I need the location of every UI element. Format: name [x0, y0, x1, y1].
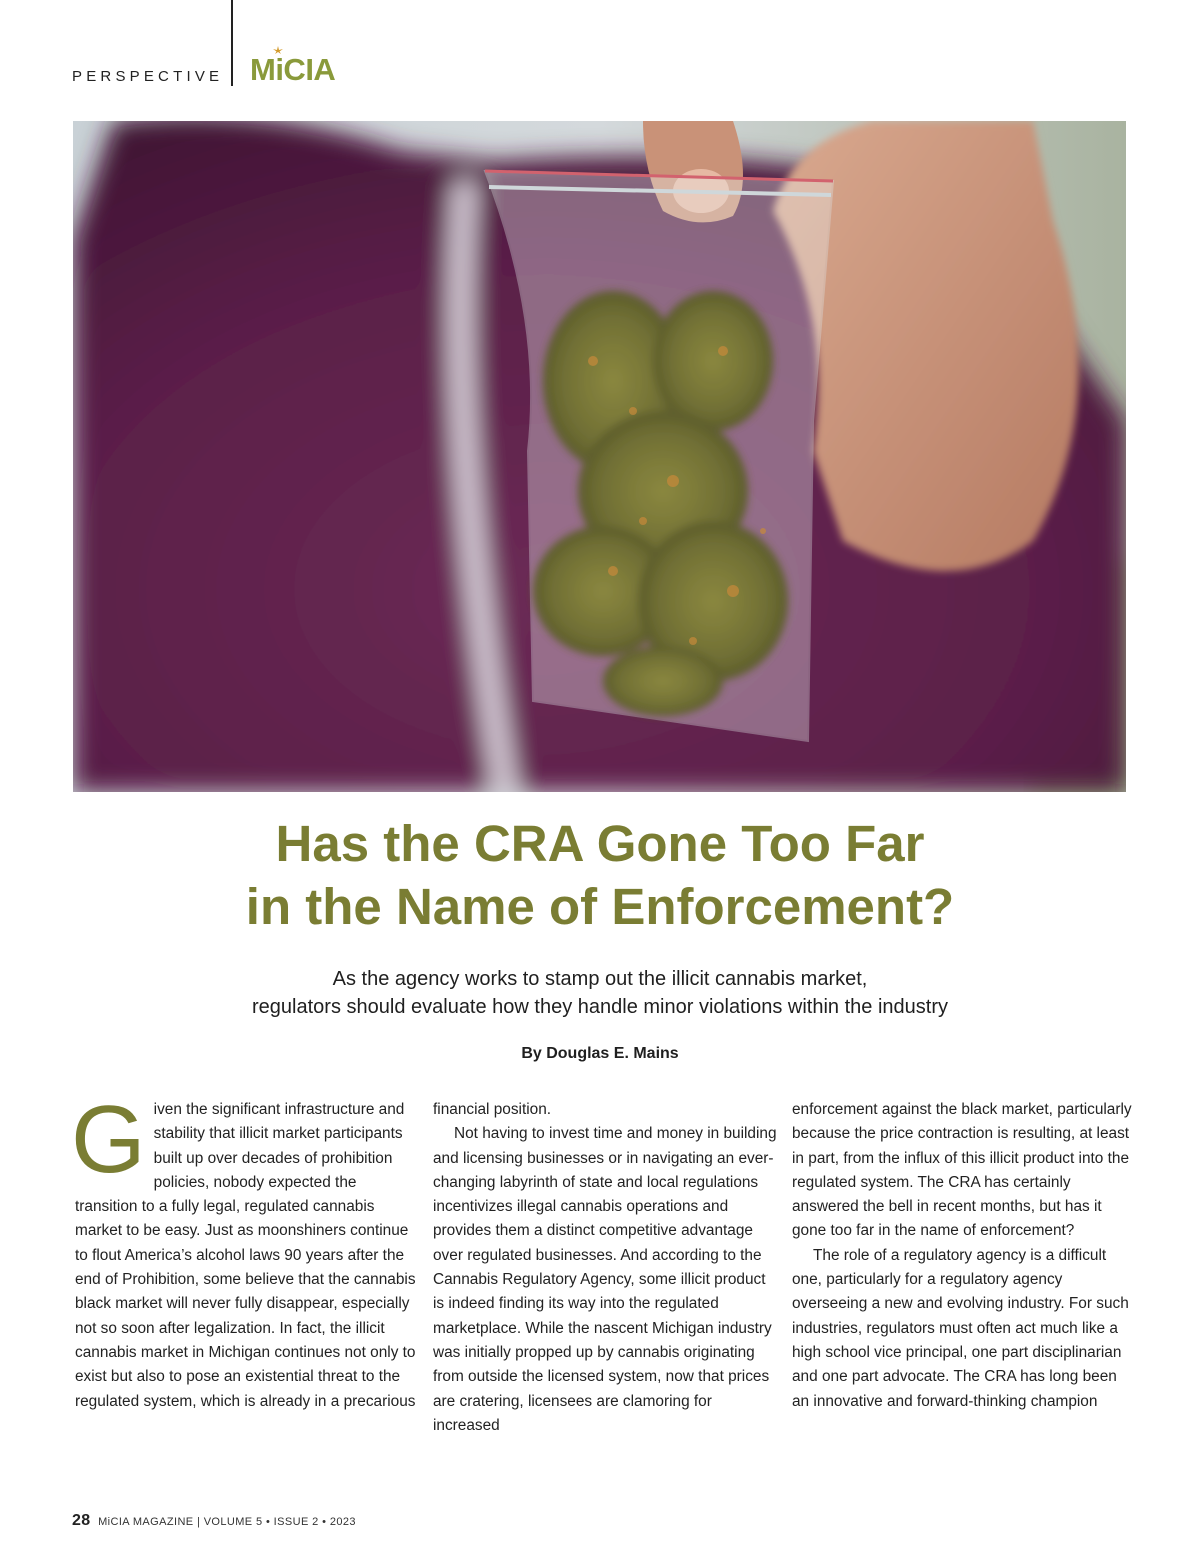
header-divider	[231, 0, 233, 86]
paragraph: Not having to invest time and money in building and licensing businesses or in navigating an ever-changing labyrinth of state and local regulations incentivizes illegal cannabis operations and provides them a distinct competitive advantage over regulated businesses. And according to the Cannabis Regulatory Agency, some illicit product is indeed finding its way into the regulated marketplace. While the nascent Michigan industry was initially propped up by cannabis originating from outside the licensed system, now that prices are cratering, licensees are clamoring for increased	[433, 1125, 777, 1434]
paragraph: The role of a regulatory agency is a difficult one, particularly for a regulatory agency overseeing a new and evolving industry. For such industries, regulators must often act much like a high school vice principal, one part disciplinarian and one part advocate. The CRA has long been an innovative and forward-thinking champion	[792, 1246, 1129, 1410]
article-column-2	[433, 1098, 778, 1438]
article-column-3	[792, 1098, 1137, 1414]
byline: By Douglas E. Mains	[521, 1045, 679, 1062]
hero-photo	[73, 121, 1126, 792]
micia-logo	[250, 52, 335, 88]
title-line-2: in the Name of Enforcement?	[245, 878, 955, 935]
page-header	[72, 0, 472, 90]
deck-line-1: As the agency works to stamp out the illicit cannabis market,	[332, 968, 868, 990]
cannabis-bag-photo-icon	[73, 121, 1126, 792]
paragraph: financial position.	[433, 1101, 552, 1118]
article-deck	[0, 965, 1200, 1021]
deck-line-2: regulators should evaluate how they handle minor violations within the industry	[252, 996, 948, 1018]
paragraph: iven the significant infrastructure and stability that illicit market participants built up over decades of prohibition policies, nobody expected the transition to a fully legal, regulated cannabis market to be easy. Just as moonshiners continue to flout America’s alcohol laws 90 years after the end of Prohibition, some believe that the cannabis black market will never fully disappear, especially not so soon after legalization. In fact, the illicit cannabis market in Michigan continues not only to exist but also to pose an existential threat to the regulated system, which is already in a precarious	[75, 1101, 416, 1410]
drop-cap: G	[71, 1086, 146, 1193]
logo-text: MiCIA	[250, 52, 336, 87]
article-title	[0, 812, 1200, 938]
paragraph: enforcement against the black market, particularly because the price contraction is resulting, at least in part, from the influx of this illicit product into the regulated system. The CRA has certainly answered the bell in recent months, but has it gone too far in the name of enforcement?	[792, 1101, 1132, 1240]
page-number: 28	[72, 1512, 91, 1529]
section-label: PERSPECTIVE	[72, 68, 224, 85]
article-column-1	[71, 1086, 420, 1414]
footer-text: MiCIA MAGAZINE | VOLUME 5 • ISSUE 2 • 2023	[98, 1516, 356, 1528]
cannabis-leaf-icon	[273, 46, 283, 55]
title-line-1: Has the CRA Gone Too Far	[275, 815, 925, 872]
page-footer	[72, 1512, 356, 1530]
